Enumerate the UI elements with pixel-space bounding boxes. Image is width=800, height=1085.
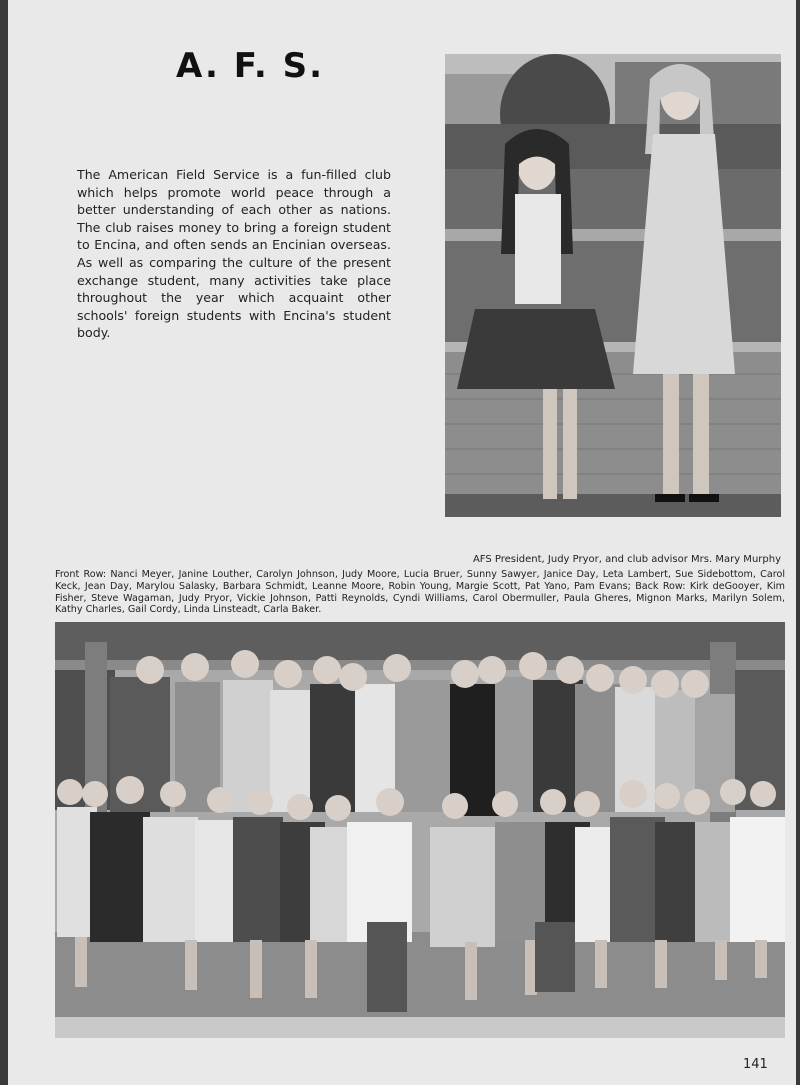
group-photo (55, 622, 785, 1038)
page-title: A. F. S. (176, 46, 325, 86)
page-number: 141 (743, 1057, 768, 1072)
officers-photo (445, 54, 781, 517)
yearbook-page (8, 0, 796, 1085)
member-roster: Front Row: Nanci Meyer, Janine Louther, Carolyn Johnson, Judy Moore, Lucia Bruer, Sunny Sawyer, Janice Day, Leta Lambert, Sue Sidebottom, Carol Keck, Jean Day, Marylou Salasky, Barbara Schmidt, Leanne Moore, Robin Young, Margie Scott, Pat Yano, Pam Evans; Back Row: Kirk deGooyer, Kim Fisher, Steve Wagaman, Judy Pryor, Vickie Johnson, Patti Reynolds, Cyndi Williams, Carol Obermuller, Paula Gheres, Mignon Marks, Marilyn Solem, Kathy Charles, Gail Cordy, Linda Linsteadt, Carla Baker. (55, 569, 785, 616)
photo-caption: AFS President, Judy Pryor, and club advisor Mrs. Mary Murphy (472, 554, 781, 565)
club-description: The American Field Service is a fun-filled club which helps promote world peace through a better understanding of each other as nations. The club raises money to bring a foreign student to Encina, and often sends an Encinian overseas. As well as comparing the culture of the present exchange student, many activities take place throughout the year which acquaint other schools' foreign students with Encina's student body. (77, 167, 391, 341)
